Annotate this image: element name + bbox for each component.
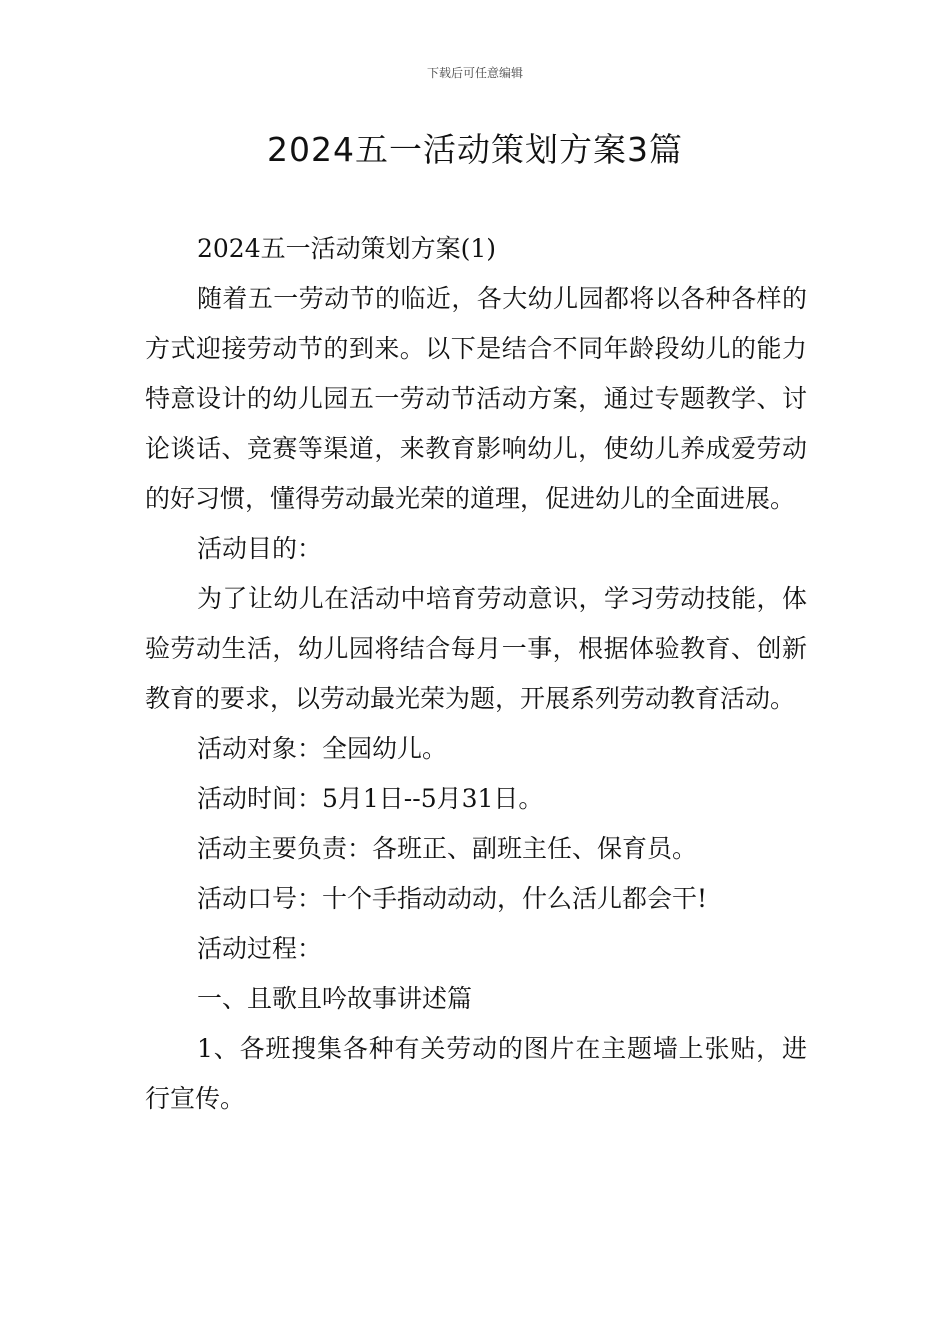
time-line: 活动时间：5月1日--5月31日。 xyxy=(197,784,544,813)
document-body xyxy=(145,224,807,1124)
target-line: 活动对象：全园幼儿。 xyxy=(197,734,448,763)
subsection-heading: 一、且歌且吟故事讲述篇 xyxy=(197,984,473,1013)
list-item: 1、各班搜集各种有关劳动的图片在主题墙上张贴，进行宣传。 xyxy=(145,1034,807,1113)
purpose-label: 活动目的： xyxy=(197,534,323,563)
responsible-line: 活动主要负责：各班正、副班主任、保育员。 xyxy=(197,834,698,863)
process-label: 活动过程： xyxy=(197,934,323,963)
header-note: 下载后可任意编辑 xyxy=(426,66,523,80)
slogan-line: 活动口号：十个手指动动动，什么活儿都会干! xyxy=(197,884,708,913)
document-title: 2024五一活动策划方案3篇 xyxy=(267,130,683,169)
intro-paragraph: 随着五一劳动节的临近，各大幼儿园都将以各种各样的方式迎接劳动节的到来。以下是结合不同年龄段幼儿的能力特意设计的幼儿园五一劳动节活动方案，通过专题教学、讨论谈话、竞赛等渠道，来教育影响幼儿，使幼儿养成爱劳动的好习惯，懂得劳动最光荣的道理，促进幼儿的全面进展。 xyxy=(145,284,807,513)
purpose-paragraph: 为了让幼儿在活动中培育劳动意识，学习劳动技能，体验劳动生活，幼儿园将结合每月一事，根据体验教育、创新教育的要求，以劳动最光荣为题，开展系列劳动教育活动。 xyxy=(145,584,807,713)
section-heading: 2024五一活动策划方案(1) xyxy=(197,234,497,263)
